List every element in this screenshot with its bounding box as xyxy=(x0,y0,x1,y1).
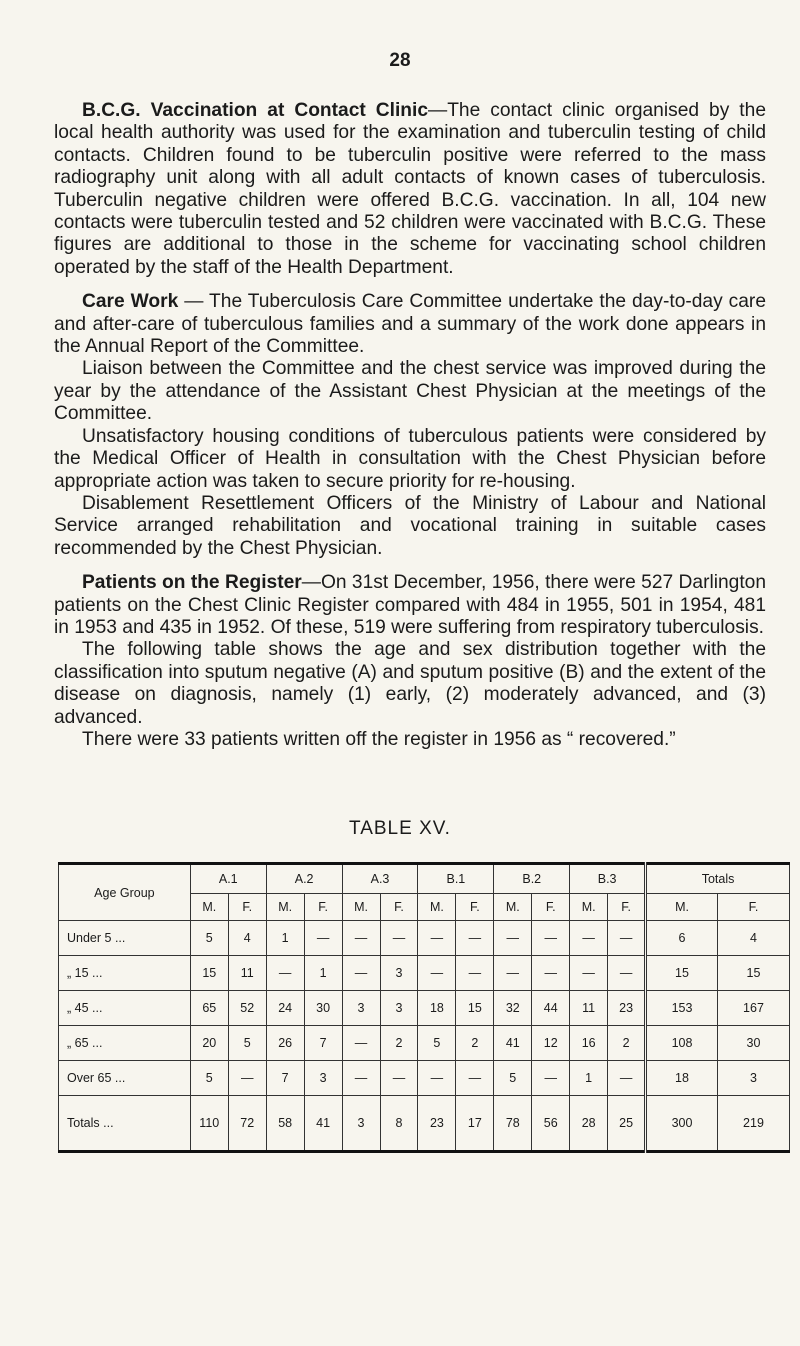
table-cell: — xyxy=(456,1061,494,1096)
total-female-cell: 4 xyxy=(717,921,789,956)
table-cell: — xyxy=(418,921,456,956)
total-male-cell: 6 xyxy=(646,921,718,956)
paragraph-table-intro xyxy=(54,639,766,729)
group-header: B.3 xyxy=(570,864,646,894)
table-cell: — xyxy=(380,1061,418,1096)
paragraph-text: — The Tuberculosis Care Committee undertake the day-to-day care and after-care of tuberculous families and a summary of the work done appears in the Annual Report of the Committee. xyxy=(54,291,766,358)
paragraph-text: —On 31st December, 1956, there were 527 Darlington patients on the Chest Clinic Register compared with 484 in 1955, 501 in 1954, 481 in 1953 and 435 in 1952. Of these, 519 were suffering from respiratory tuberculosis. xyxy=(54,572,766,638)
table-title: TABLE XV. xyxy=(349,818,451,839)
heading-bcg: B.C.G. Vaccination at Contact Clinic xyxy=(82,100,428,121)
sex-header: M. xyxy=(342,894,380,921)
total-female-cell: 219 xyxy=(717,1096,789,1152)
table-row xyxy=(59,991,790,1026)
table-cell: 1 xyxy=(266,921,304,956)
table-cell: 72 xyxy=(228,1096,266,1152)
sex-header: F. xyxy=(532,894,570,921)
page-number: 28 xyxy=(389,50,411,71)
table-cell: 11 xyxy=(228,956,266,991)
table-cell: — xyxy=(380,921,418,956)
table-cell: 1 xyxy=(304,956,342,991)
table-cell: — xyxy=(608,1061,646,1096)
table-cell: — xyxy=(342,921,380,956)
heading-care-work: Care Work xyxy=(82,291,179,313)
group-header: A.2 xyxy=(266,864,342,894)
sex-header: F. xyxy=(380,894,418,921)
totals-header: Totals xyxy=(646,864,790,894)
sex-header: M. xyxy=(570,894,608,921)
table-cell: 16 xyxy=(570,1026,608,1061)
age-group-cell: „ 65 ... xyxy=(59,1026,191,1061)
table-cell: 3 xyxy=(342,1096,380,1152)
paragraph-text: —The contact clinic organised by the local health authority was used for the examination and tuberculin testing of child contacts. Children found to be tuberculin positive were referred to the mass radiography unit along with all adult contacts of known cases of tuberculosis. Tuberculin negative children were offered B.C.G. vaccination. In all, 104 new contacts were tuberculin tested and 52 children were vaccinated with B.C.G. These figures are additional to those in the scheme for vaccinating school children operated by the staff of the Health Department. xyxy=(54,100,766,278)
table-cell: 2 xyxy=(608,1026,646,1061)
table-cell: — xyxy=(494,921,532,956)
table-cell: — xyxy=(342,1061,380,1096)
sex-header: F. xyxy=(608,894,646,921)
total-male-cell: 153 xyxy=(646,991,718,1026)
sex-header: F. xyxy=(228,894,266,921)
total-male-cell: 108 xyxy=(646,1026,718,1061)
table-cell: 110 xyxy=(190,1096,228,1152)
table-cell: 58 xyxy=(266,1096,304,1152)
table-cell: 15 xyxy=(190,956,228,991)
table-cell: 8 xyxy=(380,1096,418,1152)
sex-header: M. xyxy=(494,894,532,921)
table-cell: 44 xyxy=(532,991,570,1026)
table-cell: 26 xyxy=(266,1026,304,1061)
table-cell: 1 xyxy=(570,1061,608,1096)
table-cell: — xyxy=(608,921,646,956)
total-female-cell: 3 xyxy=(717,1061,789,1096)
table-cell: 20 xyxy=(190,1026,228,1061)
table-cell: 2 xyxy=(380,1026,418,1061)
table-cell: 24 xyxy=(266,991,304,1026)
total-female-cell: 167 xyxy=(717,991,789,1026)
table-cell: 15 xyxy=(456,991,494,1026)
paragraph-disablement xyxy=(54,493,766,560)
sex-header: M. xyxy=(266,894,304,921)
table-row xyxy=(59,1026,790,1061)
table-cell: 4 xyxy=(228,921,266,956)
total-male-cell: 15 xyxy=(646,956,718,991)
paragraph-care-work xyxy=(54,291,766,358)
table-cell: 5 xyxy=(190,1061,228,1096)
table-cell: 7 xyxy=(266,1061,304,1096)
table-cell: 5 xyxy=(190,921,228,956)
paragraph-housing xyxy=(54,426,766,493)
table-cell: — xyxy=(570,921,608,956)
table-cell: 18 xyxy=(418,991,456,1026)
sex-header: M. xyxy=(646,894,718,921)
table-cell: — xyxy=(608,956,646,991)
paragraph-recovered xyxy=(54,729,766,751)
table-cell: 56 xyxy=(532,1096,570,1152)
body-text xyxy=(54,100,766,751)
age-group-header: Age Group xyxy=(59,864,191,921)
paragraph-text: Disablement Resettlement Officers of the Ministry of Labour and National Service arranged rehabilitation and vocational training in suitable cases recommended by the Chest Physician. xyxy=(54,492,766,559)
table-cell: — xyxy=(418,956,456,991)
table-cell: 3 xyxy=(380,991,418,1026)
paragraph-bcg xyxy=(54,100,766,279)
table-cell: — xyxy=(532,1061,570,1096)
table-row xyxy=(59,956,790,991)
table-cell: 65 xyxy=(190,991,228,1026)
table-cell: — xyxy=(532,956,570,991)
table-cell: — xyxy=(266,956,304,991)
age-group-cell: „ 45 ... xyxy=(59,991,191,1026)
group-header: A.3 xyxy=(342,864,418,894)
table-cell: — xyxy=(532,921,570,956)
table-cell: — xyxy=(456,921,494,956)
table-cell: 5 xyxy=(228,1026,266,1061)
table-cell: — xyxy=(456,956,494,991)
group-header: B.1 xyxy=(418,864,494,894)
group-header: B.2 xyxy=(494,864,570,894)
table-cell: 30 xyxy=(304,991,342,1026)
table-cell: 25 xyxy=(608,1096,646,1152)
table-cell: 11 xyxy=(570,991,608,1026)
table-cell: 28 xyxy=(570,1096,608,1152)
paragraph-text: There were 33 patients written off the register in 1956 as “ recovered.” xyxy=(82,728,676,750)
table-cell: 12 xyxy=(532,1026,570,1061)
total-male-cell: 300 xyxy=(646,1096,718,1152)
age-group-cell: Totals ... xyxy=(59,1096,191,1152)
table-row xyxy=(59,921,790,956)
table-cell: 3 xyxy=(380,956,418,991)
group-header: A.1 xyxy=(190,864,266,894)
table-cell: — xyxy=(418,1061,456,1096)
total-female-cell: 30 xyxy=(717,1026,789,1061)
paragraph-text: The following table shows the age and sex distribution together with the classification into sputum negative (A) and sputum positive (B) and the extent of the disease on diagnosis, namely (1) early, (2) moderately advanced, and (3) advanced. xyxy=(54,639,766,728)
paragraph-liaison xyxy=(54,358,766,425)
paragraph-text: Unsatisfactory housing conditions of tuberculous patients were considered by the Medical Officer of Health in consultation with the Chest Physician before appropriate action was taken to secure priority for re-housing. xyxy=(54,425,766,492)
sex-header: M. xyxy=(190,894,228,921)
table-cell: 23 xyxy=(608,991,646,1026)
table-cell: — xyxy=(342,1026,380,1061)
paragraph-register xyxy=(54,572,766,639)
table-cell: 3 xyxy=(342,991,380,1026)
sex-header: F. xyxy=(456,894,494,921)
table-row xyxy=(59,1096,790,1152)
table-cell: 3 xyxy=(304,1061,342,1096)
table-cell: — xyxy=(342,956,380,991)
age-group-cell: Over 65 ... xyxy=(59,1061,191,1096)
table-cell: 2 xyxy=(456,1026,494,1061)
table-cell: 52 xyxy=(228,991,266,1026)
table-cell: 23 xyxy=(418,1096,456,1152)
sex-header: F. xyxy=(304,894,342,921)
table-cell: 41 xyxy=(304,1096,342,1152)
total-male-cell: 18 xyxy=(646,1061,718,1096)
table-cell: — xyxy=(304,921,342,956)
sex-header: F. xyxy=(717,894,789,921)
table-cell: 5 xyxy=(494,1061,532,1096)
table-cell: 32 xyxy=(494,991,532,1026)
table-cell: 17 xyxy=(456,1096,494,1152)
table-cell: 5 xyxy=(418,1026,456,1061)
age-group-cell: „ 15 ... xyxy=(59,956,191,991)
total-female-cell: 15 xyxy=(717,956,789,991)
table-cell: — xyxy=(494,956,532,991)
heading-register: Patients on the Register xyxy=(82,572,302,594)
sex-header: M. xyxy=(418,894,456,921)
table-cell: 78 xyxy=(494,1096,532,1152)
table-cell: — xyxy=(570,956,608,991)
table-cell: 7 xyxy=(304,1026,342,1061)
table-row xyxy=(59,1061,790,1096)
table-cell: 41 xyxy=(494,1026,532,1061)
table-xv xyxy=(58,862,790,1153)
age-group-cell: Under 5 ... xyxy=(59,921,191,956)
table-cell: — xyxy=(228,1061,266,1096)
paragraph-text: Liaison between the Committee and the chest service was improved during the year by the attendance of the Assistant Chest Physician at the meetings of the Committee. xyxy=(54,358,766,425)
